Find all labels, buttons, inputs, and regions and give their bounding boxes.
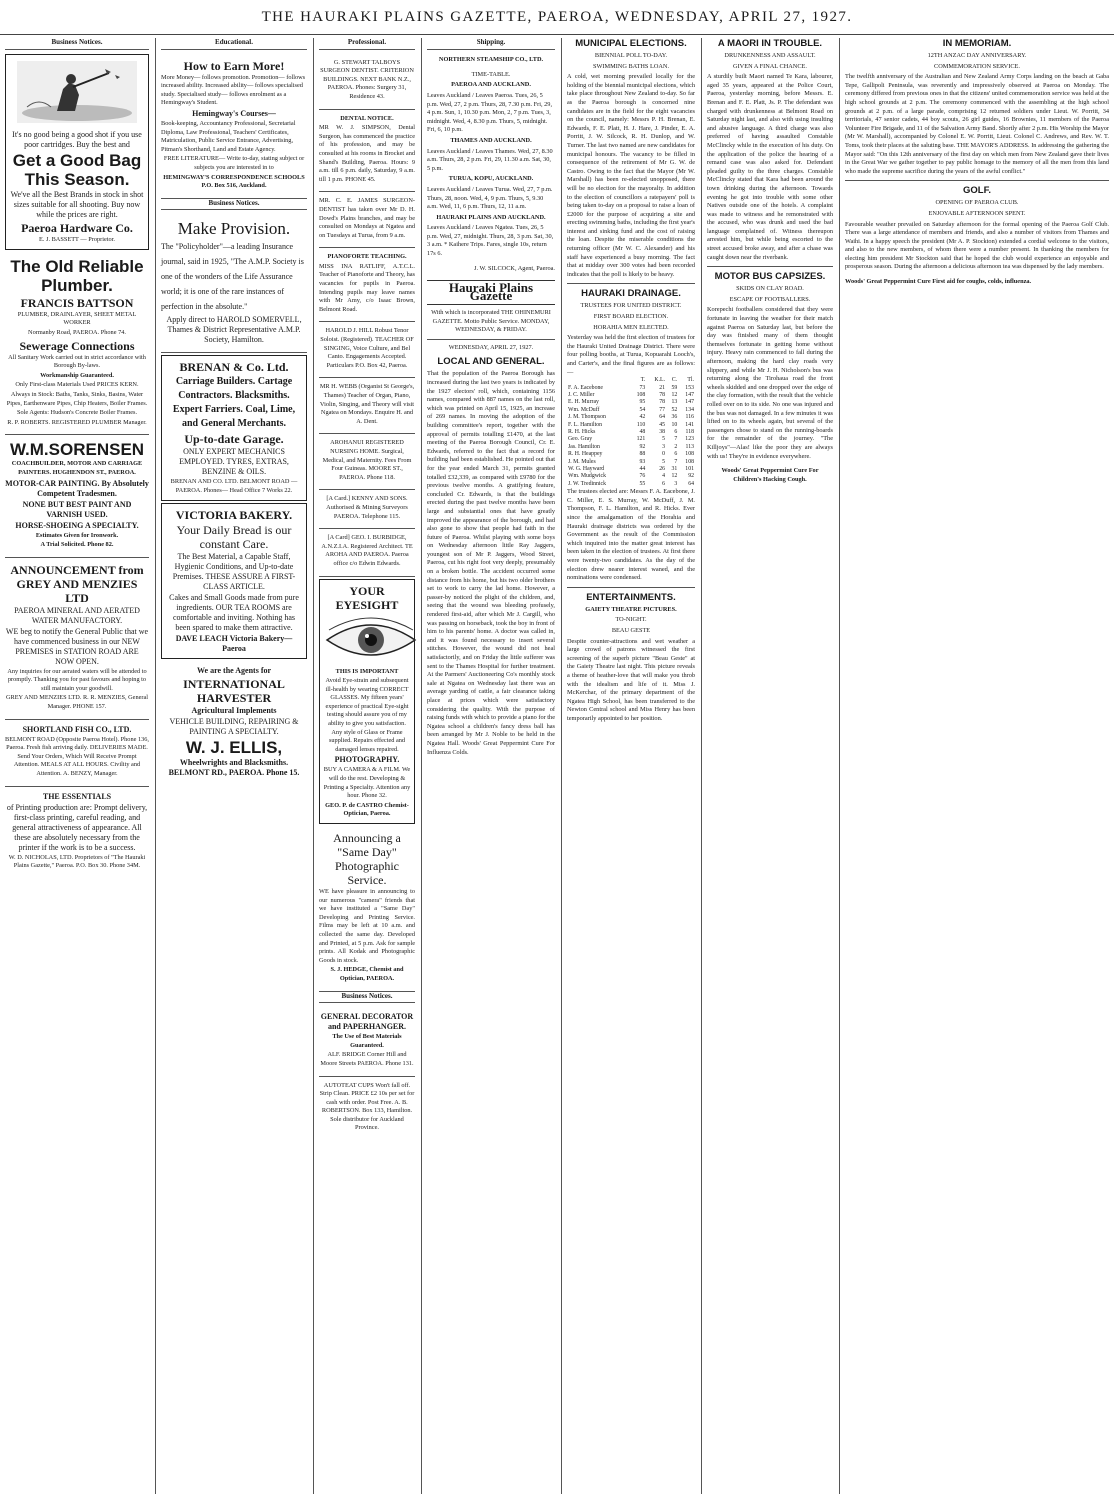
poll-cell: J. M. Mules xyxy=(568,458,596,465)
memoriam-sub: 12TH ANZAC DAY ANNIVERSARY. xyxy=(927,52,1027,59)
entertainments-sub-2: TO-NIGHT. xyxy=(615,616,647,624)
poll-cell: 6 xyxy=(662,480,666,487)
poll-cell: 45 xyxy=(659,421,666,428)
eye-illustration xyxy=(323,616,419,664)
poll-cell: 0 xyxy=(662,451,666,458)
courses-list: Book-keeping, Accountancy Professional, Secretarial Diploma, Law Professional, Teachers' Certificates, Matriculation, Public Service Entrance, Advertising, Pitman's Shorthand, Land and Estate Agency. xyxy=(161,119,296,153)
divider xyxy=(427,339,555,340)
maori-title: A MAORI IN TROUBLE. xyxy=(717,38,823,49)
plumber-trades: PLUMBER, DRAINLAYER, SHEET METAL WORKER xyxy=(17,310,137,327)
drainage-title: HAURAKI DRAINAGE. xyxy=(581,288,681,300)
poll-row xyxy=(567,429,695,436)
harvester-ad xyxy=(161,661,307,785)
poll-cell: 76 xyxy=(639,473,646,480)
poll-row xyxy=(567,385,695,392)
poll-body xyxy=(567,385,695,489)
james-body: MR. C. E. JAMES SURGEON-DENTIST has taken over Mr D. H. Dowd's Plains branches, and may be consulted on Mondays at Ngatea and on Tuesdays at Turua, from 9 a.m. xyxy=(319,197,415,239)
municipal-sub: BIENNIAL POLL TO-DAY. xyxy=(594,52,668,59)
shortland-body: BELMONT ROAD (Opposite Paeroa Hotel). Phone 136, Paeroa. Fresh fish arriving daily. DELIVERIES MADE. Send Your Orders, Which Will Receive Prompt Attention. MEALS AT ALL HOURS. Civility and Attention. A. BENZY, Manager. xyxy=(5,735,149,778)
arohanui-body: AROHANUI REGISTERED NURSING HOME. Surgical, Medical, and Maternity. Fees From Four Guineas. MOORE ST., PAEROA. Phone 118. xyxy=(322,439,412,481)
poll-cell: 64 xyxy=(688,480,694,487)
kenny-body: [A Card.] KENNY AND SONS. Authorised & Mining Surveyors PAEROA. Telephone 115. xyxy=(326,495,408,520)
garage-title: Up-to-date Garage. xyxy=(184,432,284,447)
bag-title: Get a Good Bag This Season. xyxy=(12,151,142,190)
poll-cell: 12 xyxy=(671,473,678,480)
sole-agents: Sole Agents: Hudson's Concrete Boiler Frames. xyxy=(16,409,138,417)
plumber-name: FRANCIS BATTSON xyxy=(20,295,134,310)
courses-title: Hemingway's Courses— xyxy=(192,108,276,118)
hemingway-ad xyxy=(161,54,307,199)
poll-cell: 108 xyxy=(685,458,694,465)
entertainments-sub-3: BEAU GESTE xyxy=(611,627,651,634)
poll-header-cell: Tl. xyxy=(687,377,694,384)
poll-cell: F. A. Eacebone xyxy=(568,384,603,391)
eyesight-body: Avoid Eye-strain and subsequent ill-health by wearing CORRECT GLASSES. My fifteen years' experience of practical Eye-sight testing should assure you of my ability to give you satisfaction. Any style of Glass or Frame supplied. Repairs effected and damaged lenses repaired. xyxy=(325,677,409,753)
sorensen-trades: COACHBUILDER, MOTOR AND CARRIAGE PAINTERS. HUGHENDON ST., PAEROA. xyxy=(11,460,143,476)
poll-row xyxy=(567,436,695,443)
municipal-title: MUNICIPAL ELECTIONS. xyxy=(575,38,687,49)
piano-body: MISS INA RATLIFF, A.T.C.L. Teacher of Pianoforte and Theory, has vacancies for pupils in Paeroa. Intending pupils may leave names with Mr Amy, c/o Isaac Brown, Belmont Road. xyxy=(319,262,415,313)
poll-cell: 110 xyxy=(636,421,646,428)
castro-signature: GEO. P. de CASTRO Chemist-Optician, Paeroa. xyxy=(325,801,409,818)
sewerage-title: Sewerage Connections xyxy=(19,338,135,353)
poll-cell: 64 xyxy=(659,414,666,421)
poll-cell: 48 xyxy=(639,429,646,436)
poll-header-cell xyxy=(567,377,630,384)
masthead: THE HAURAKI PLAINS GAZETTE, PAEROA, WEDNESDAY, APRIL 27, 1927. xyxy=(0,0,1114,35)
hedge-signature: S. J. HEDGE, Chemist and Optician, PAEROA. xyxy=(330,966,404,982)
hardware-proprietor: E. J. BASSETT — Proprietor. xyxy=(39,236,115,244)
burbidge-body: [A Card] GEO. I. BURBIDGE, A.N.Z.I.A. Registered Architect. TE AROHA AND PAEROA. Paeroa office c/o Edwin Edwards. xyxy=(321,534,413,567)
column-professional xyxy=(313,38,420,1494)
bag-body: We've all the Best Brands in stock in shot sizes suitable for all shooting. Buy now while the prices are right. xyxy=(10,190,144,220)
earn-title: How to Earn More! xyxy=(183,58,285,73)
plumber-title: The Old Reliable Plumber. xyxy=(10,256,144,295)
poll-cell: 10 xyxy=(671,421,678,428)
sewerage-body: All Sanitary Work carried out in strict accordance with Borough By-laws. xyxy=(8,353,146,370)
column-educational xyxy=(155,38,312,1494)
agents-title: We are the Agents for xyxy=(196,665,272,675)
victoria-bakery-ad xyxy=(161,503,307,659)
shortland-fish-ad xyxy=(5,720,149,787)
municipal-sub-2: SWIMMING BATHS LOAN. xyxy=(592,62,670,70)
poll-cell: 101 xyxy=(685,466,694,473)
maori-sub: DRUNKENNESS AND ASSAULT. xyxy=(724,52,816,59)
poll-cell: 121 xyxy=(636,436,646,443)
poll-row xyxy=(567,451,695,458)
golf-sub-2: ENJOYABLE AFTERNOON SPENT. xyxy=(928,209,1026,217)
shipping-agent: J. W. SILCOCK, Agent, Paeroa. xyxy=(474,264,555,272)
capsize-body: Korepechi footballers considered that they were fortunate in leaving the weather for their match against Paeroa on Saturday last, but before the day was finished many of them thought themselves fortunate in getting home without injury. Heavy rain commenced to fall during the afternoon, making the hard clay roads very slippery, and while Mr J. H. Nicholson's bus was returning along the Tirohaua road the front wheels skidded and one dropped over the edge of the clay formation, with the result that the vehicle rolled over on to its side. No one was injured and the bus was not damaged. In a few minutes it was lifted on to its wheels again, but several of the passengers chose to stand on the running-boards for the remainder of the journey. "The Killjoys"—Alas! like the poor they are always with us! They're in evidence everywhere. xyxy=(707,306,833,460)
decorator: GENERAL DECORATOR and PAPERHANGER. xyxy=(320,1012,414,1032)
talboys-ad xyxy=(319,54,415,110)
poll-cell: 42 xyxy=(639,414,646,421)
poll-cell: 2 xyxy=(674,443,678,450)
hardware-title: Paeroa Hardware Co. xyxy=(21,221,133,236)
plumber-ad xyxy=(5,252,149,436)
poll-cell: 59 xyxy=(671,384,678,391)
poll-cell: 78 xyxy=(659,392,666,398)
ellis-title: W. J. ELLIS, xyxy=(185,737,283,757)
entertainments-body: Despite counter-attractions and wet weather a large crowd of patrons witnessed the first screening of the superb picture "Beau Geste" at the Gaiety Theatre last night. This picture reveals a theme of heather-love that will make you throb with the idealism and life of it. Miss J. McKerchar, of the primary department of the Ngatea High School, has been transferred to the Newton Central school and Miss Henry has been temporarily appointed to her position. xyxy=(567,637,695,722)
brenan-address: BRENAN AND CO. LTD. BELMONT ROAD — PAEROA. Phones— Head Office 7 Works 22. xyxy=(170,478,298,494)
timetable: TIME-TABLE. xyxy=(471,70,511,78)
route-4: HAURAKI PLAINS AND AUCKLAND. xyxy=(436,213,546,221)
divider xyxy=(845,180,1109,181)
bridge-body: ALF. BRIDGE Corner Hill and Moore Streets PAEROA. Phone 131. xyxy=(320,1051,414,1067)
amp-ad xyxy=(161,214,307,353)
poll-cell: 153 xyxy=(685,384,694,391)
poll-cell: Wm. McDuff xyxy=(568,406,600,413)
poll-cell: 147 xyxy=(685,399,694,406)
provision-body: The "Policyholder"—a leading Insurance journal, said in 1925, "The A.M.P. Society is one of the wonders of the Life Assurance world; it is one of the rare instances of perfection in the absolute." xyxy=(161,242,304,312)
column-heading: Educational. xyxy=(161,38,307,50)
poll-cell: 6 xyxy=(674,429,678,436)
poll-cell: F. L. Hamilton xyxy=(568,421,602,428)
estimates: Estimates Given for Ironwork. xyxy=(35,531,119,539)
poll-cell: 95 xyxy=(639,399,646,406)
photo-body: BUY A CAMERA & A FILM. We will do the rest. Developing & Printing a Specialty. Attention any hour. Phone 32. xyxy=(323,766,411,800)
announce-body: PAEROA MINERAL AND AERATED WATER MANUFACTORY. xyxy=(14,605,140,625)
essentials-body: of Printing production are: Prompt delivery, first-class printing, careful reading, and general attractiveness of appearance. All these are absolutely necessary from the printer if the work is to be a success. xyxy=(6,802,148,852)
poll-cell: 5 xyxy=(662,458,666,465)
poll-cell: 147 xyxy=(685,392,694,398)
memoriam-body: The twelfth anniversary of the Australian and New Zealand Army Corps landing on the beach at Gaba Tepe, Gallipoli Peninsula, was reverently and impressively observed at Paeroa on Monday. The ceremony differed from previous ones in that the citizens' united commemoration service was held at the high school grounds at 2 p.m. The ceremony commenced with the assembling at the high school grounds at 2 p.m. of a large parade, comprising 12 returned soldiers under Lieut. W. Porritt, 34 territorials, 47 senior cadets, 44 boy scouts, 26 girl guides, 16 Brownies, 11 members of the Paeroa Volunteer Fire Brigade, and 11 of the Salvation Army Band. Shortly after 2 p.m. His Worship the Mayor (Mr W. Marshall), accompanied by Colonel E. W. Porritt, Lieut. Colonel C. Andrews, and Rev. W. T. Toms, took their places at the saluting base. THE MAYOR'S ADDRESS. In addressing the gathering the Mayor said: "On this 12th anniversary of the first day on which men from New Zealand gave their lives in the Great War we gather together to pay public homage to the memory of all the men from this land who made the supreme sacrifice during the years of the awful conflict." xyxy=(845,73,1109,175)
sameday-title: Announcing a "Same Day" Photographic Service. xyxy=(333,831,401,887)
column-memoriam xyxy=(839,38,1114,1494)
column-business-notices xyxy=(0,38,154,1494)
poll-row xyxy=(567,459,695,466)
newspaper-nameplate: Hauraki Plains Gazette xyxy=(427,280,555,305)
poll-cell: 5 xyxy=(662,436,666,443)
essentials-ad xyxy=(5,787,149,878)
route-3: TURUA, KOPU, AUCKLAND. xyxy=(448,175,534,183)
sameday-body: WE have pleasure in announcing to our numerous "camera" friends that we have instituted a "Same Day" Developing and Printing Service. Films may be left at 10 a.m. and collected the same day. Developed and Printed, at 5 p.m. Ask for sample prints. All Kodak and Photographic Goods in stock. xyxy=(319,888,415,964)
apply-direct: Apply direct to HAROLD SOMERVELL, Thames & District Representative A.M.P. Society, Hamilton. xyxy=(166,315,302,345)
vehicle-building: VEHICLE BUILDING, REPAIRING & PAINTING A SPECIALTY. xyxy=(169,716,299,736)
poll-cell: 78 xyxy=(659,399,666,406)
poll-cell: R. H. Hicks xyxy=(568,429,596,436)
drainage-sub-3: HORAHIA MEN ELECTED. xyxy=(593,323,669,331)
poll-row xyxy=(567,414,695,421)
autoteat-ad xyxy=(319,1077,415,1141)
shipping-title: NORTHERN STEAMSHIP CO., LTD. xyxy=(438,55,544,63)
divider xyxy=(567,283,695,284)
bread-body: The Best Material, a Capable Staff, Hygienic Conditions, and Up-to-date Premises. THESE ASSURE A FIRST-CLASS ARTICLE. xyxy=(172,551,296,591)
poll-cell: E. H. Murray xyxy=(568,399,599,406)
poll-header-cell: C. xyxy=(671,377,678,384)
poll-row xyxy=(567,466,695,473)
poll-cell: 44 xyxy=(639,466,646,473)
ellis-body: Wheelwrights and Blacksmiths. BELMONT RD., PAEROA. Phone 15. xyxy=(168,757,300,777)
schools-address: HEMINGWAY'S CORRESPONDENCE SCHOOLS P.O. Box 516, Auckland. xyxy=(163,173,305,190)
hunter-illustration xyxy=(17,61,137,123)
route-2: THAMES AND AUCKLAND. xyxy=(450,136,532,144)
poll-cell: 118 xyxy=(685,429,694,436)
drainage-sub: TRUSTEES FOR UNITED DISTRICT. xyxy=(580,302,682,310)
poll-cell: 7 xyxy=(674,458,678,465)
poll-cell: 123 xyxy=(685,436,694,443)
route-2-times: Leaves Auckland / Leaves Thames. Wed, 27, 8.30 a.m. Thurs, 28, 2 p.m. Fri, 29, 11.30 a.m. Sat, 30, 5 p.m. xyxy=(427,147,553,172)
municipal-body: A cold, wet morning prevailed locally for the holding of the biennial municipal elections, which take place throughout New Zealand to-day. So far as the Paeroa borough is concerned nine candidates are in the field for the eight vacancies on the council, namely: Messrs P. H. Brenan, E. Edwards, F. E. Platt, H. J. Hare, J. Pinder, E. A. Porritt, J. W. Silcock, R. H. Dunlop, and W. Turner. The last two named are new candidates for municipal honours. The vacancy to be filled in consequence of the retirement of Mr G. W. de Castro. Owing to the fact that the Mayor (Mr W. Marshall) has been re-elected unopposed, there will be no election for the mayoralty. In addition to the election of councillors a ratepayers' poll is being taken to-day on a proposal to raise a loan of £2000 for the purpose of acquiring a site and erecting swimming baths, including the first year's interest and sinking fund and the cost of raising the loan. Despite the miserable conditions the returning officer (Mr W. C. Alexander) and his staff have experienced a busy morning. The fact that at midday over 300 votes had been recorded indicates that the poll is likely to be heavy. xyxy=(567,73,695,278)
james-ad xyxy=(319,192,415,248)
poll-cell: R. H. Heappey xyxy=(568,451,603,458)
woods-ad: Woods' Great Peppermint Cure First aid for coughs, colds, influenza. xyxy=(845,278,1032,286)
route-4-times: Leaves Auckland / Leaves Ngatea. Tues, 26, 5 p.m. Wed, 27, midnight. Thurs, 28, 3 p.m. Sat, 30, 3 a.m. * Kaihere Trips. Fares, single 10s, return 17s 6. xyxy=(427,224,554,258)
entertainments-title: ENTERTAINMENTS. xyxy=(586,591,676,603)
poll-row xyxy=(567,399,695,406)
route-1-times: Leaves Auckland / Leaves Paeroa. Tues, 26, 5 p.m. Wed, 27, 2 p.m. Thurs, 28, 7.30 p.m. Fri, 29, 4 p.m. Sun, 1, 10.30 p.m. Mon, 2, 7 p.m. Tues, 3, midnight. Wed, 4, 8.30 p.m. Thurs, 5, midnight. Fri, 6, 10 p.m. xyxy=(427,91,553,134)
poll-cell: 73 xyxy=(639,384,646,391)
victoria-title: VICTORIA BAKERY. xyxy=(175,507,293,522)
nicholas-signature: W. D. NICHOLAS, LTD. Proprietors of "The Hauraki Plains Gazette," Paeroa. P.O. Box 30. Phone 34M. xyxy=(8,853,146,870)
poll-row xyxy=(567,407,695,414)
capsize-sub-2: ESCAPE OF FOOTBALLERS. xyxy=(729,295,811,303)
brenan-title: BRENAN & Co. Ltd. xyxy=(179,360,289,375)
poll-cell: 113 xyxy=(685,443,694,450)
piano-title: PIANOFORTE TEACHING. xyxy=(327,253,407,261)
local-general-title: LOCAL AND GENERAL. xyxy=(437,356,545,368)
brenan-list: Carriage Builders. Cartage Contractors. Blacksmiths. Expert Farriers. Coal, Lime, and General Merchants. xyxy=(172,376,296,430)
free-literature: FREE LITERATURE— Write to-day, stating subject or subjects you are interested in to xyxy=(163,155,305,171)
woods-ad: Woods' Great Peppermint Cure For Children's Hacking Cough. xyxy=(721,467,819,483)
bridge-ad xyxy=(319,1007,415,1076)
maori-body: A sturdily built Maori named Te Kara, labourer, aged 35 years, appeared at the Police Court, Paeroa, yesterday morning, before Messrs. E. Brenan and F. E. Platt, Js. P. The defendant was charged with drunkenness at Belmont Road on Saturday night last, and also with using insulting and abusive language. A third charge was also preferred of having assaulted Constable McClincky while in the execution of his duty. On the application of the police the hearing of a remand case was also asked for. Defendant pleaded guilty to the three charges. Constable McClincky stated that Kara had been around the town drinking during the afternoon. Towards evening he got into trouble with some other Natives outside one of the hotels. A complaint was made to witness and he remonstrated with the accused, who was drunk and used the bad language complained of. Witness thereupon arrested him, but while being escorted to the street accused broke away, and after a chase was caught down near the riverbank. xyxy=(707,73,833,261)
drainage-body: Yesterday was held the first election of trustees for the Hauraki United Drainage District. There were four polling booths, at Turua, Kopuarahi Looch's, and Carter's, and the final figures are as follows:— xyxy=(567,334,695,376)
poll-cell: 77 xyxy=(659,406,666,413)
horse-shoeing: HORSE-SHOEING A SPECIALTY. xyxy=(15,520,139,530)
implements: Agricultural Implements xyxy=(191,705,277,715)
poll-cell: 3 xyxy=(662,443,666,450)
column-heading: Business Notices. xyxy=(5,38,149,50)
golf-sub: OPENING OF PAEROA CLUB. xyxy=(935,199,1019,207)
grey-menzies-ad xyxy=(5,558,149,720)
burbidge-ad xyxy=(319,529,415,576)
poll-cell: J. C. Miller xyxy=(568,392,595,398)
poll-cell: 36 xyxy=(671,414,678,421)
same-day-ad xyxy=(319,826,415,992)
poll-cell: 92 xyxy=(639,443,646,450)
poll-cell: J. W. Tredinnick xyxy=(568,480,607,487)
poll-row xyxy=(567,422,695,429)
arohanui-ad xyxy=(319,434,415,490)
entertainments-sub: GAIETY THEATRE PICTURES. xyxy=(585,605,677,613)
golf-title: GOLF. xyxy=(963,185,991,197)
webb-ad xyxy=(319,378,415,434)
poll-cell: 12 xyxy=(671,392,678,398)
poll-cell: 141 xyxy=(685,421,694,428)
poll-cell: 54 xyxy=(639,406,646,413)
poll-row xyxy=(567,473,695,480)
provision-title: Make Provision. xyxy=(177,219,291,239)
hill-body: HAROLD J. HILL Robust Tenor Soloist. (Registered). TEACHER OF SINGING, Voice Culture, and Bel Canto. Engagements Accepted. Particulars P.O. Box 42, Paeroa. xyxy=(320,327,414,369)
kenny-ad xyxy=(319,490,415,529)
poll-cell: Jas. Hamilton xyxy=(568,443,600,450)
column-shipping xyxy=(421,38,560,1494)
cartridge-ad xyxy=(5,54,149,250)
poll-header-cell: T. xyxy=(640,377,646,384)
eyesight-title: YOUR EYESIGHT xyxy=(335,583,399,612)
route-3-times: Leaves Auckland / Leaves Turua. Wed, 27, 7 p.m. Thurs, 28, noon. Wed, 4, 9 p.m. Thurs, 5, 9.30 a.m. Wed, 11, 6 p.m. Thurs, 12, 11 a.m. xyxy=(427,185,553,211)
harvester-name: INTERNATIONAL HARVESTER xyxy=(183,676,285,705)
column-heading: Shipping. xyxy=(427,38,555,50)
sorensen-ad xyxy=(5,435,149,557)
garage-body: ONLY EXPERT MECHANICS EMPLOYED. TYRES, EXTRAS, BENZINE & OILS. xyxy=(179,447,289,477)
poll-cell: 38 xyxy=(659,429,666,436)
best-materials: The Use of Best Materials Guaranteed. xyxy=(332,1033,402,1049)
poll-cell: J. M. Thompson xyxy=(568,414,606,421)
dental-notice xyxy=(319,110,415,193)
roberts-manager: R. P. ROBERTS. REGISTERED PLUMBER Manager. xyxy=(7,418,147,426)
shortland-title: SHORTLAND FISH CO., LTD. xyxy=(22,724,132,734)
poll-row xyxy=(567,444,695,451)
issue-date: WEDNESDAY, APRIL 27, 1927. xyxy=(448,343,534,351)
dental-body: MR W. J. SIMPSON, Dental Surgeon, has commenced the practice of his profession, and may be consulted at his rooms in Brocket and Shand's Building, Paeroa. Hours: 9 a.m. till 6 p.m. daily, Saturday, 9 a.m. till 1 p.m. PHONE 45. xyxy=(319,124,415,183)
poll-cell: 52 xyxy=(671,406,678,413)
webb-body: MR H. WEBB (Organist St George's, Thames) Teacher of Organ, Piano, Violin, Singing, and Theory will visit Ngatea on Mondays. Enquire H. and A. Dent. xyxy=(319,383,415,425)
autoteat-body: AUTOTEAT CUPS Won't fall off. Strip Clean. PRICE £2 10s per set for cash with order. Post Free. A. B. ROBERTSON. Box 133, Hamilton. Sole distributor for Auckland Province. xyxy=(319,1081,415,1132)
poll-cell: 134 xyxy=(685,406,694,413)
memoriam-sub-2: COMMEMORATION SERVICE. xyxy=(934,62,1020,70)
poll-cell: Geo. Gray xyxy=(568,436,593,443)
essentials-title: THE ESSENTIALS xyxy=(42,791,112,801)
poll-cell: 88 xyxy=(639,451,646,458)
poll-cell: 4 xyxy=(662,473,666,480)
poll-cell: Wm. Mudgwick xyxy=(568,473,606,480)
poll-header-row xyxy=(567,377,695,384)
cartridge-caption: It's no good being a good shot if you use poor cartridges. Buy the best and xyxy=(12,130,142,150)
golf-body: Favourable weather prevailed on Saturday afternoon for the formal opening of the Paeroa Golf Club. There was a large attendance of members and friends, and also a number of visitors from Thames and Waihi. In a happy speech the president (Mr A. P. Stockton) extended a cordial welcome to the visitors, and also to the new members, of whom there were a number present. In thanking the members for electing him president Mr Stockton said that he hoped the club would experience an enjoyable and prosperous season. During the afternoon a delicious afternoon tea was dispensed by the lady members. xyxy=(845,220,1109,271)
poll-cell: 21 xyxy=(659,384,666,391)
poll-cell: 26 xyxy=(659,466,666,473)
poll-row xyxy=(567,392,695,399)
divider xyxy=(567,587,695,588)
poll-cell: 108 xyxy=(685,451,694,458)
poll-cell: 6 xyxy=(674,451,678,458)
poll-results-table xyxy=(567,377,695,488)
plumber-address: Normanby Road, PAEROA. Phone 74. xyxy=(28,328,126,336)
drainage-after: The trustees elected are: Messrs F. A. Eacebone, J. C. Miller, E. S. Murray, W. McDuff, J. M. Thompson, F. L. Hamilton, and R. Hicks. Ever since the amalgamation of the Horahia and Hauraki drainage districts was ordered by the Government as the result of the Commission which inquired into the matter great interest has been taken in the election of trustees. At first there were twenty-two candidates. As the day of the election drew nearer interest waned, and the nominations were condensed. xyxy=(567,488,695,582)
poll-cell: 92 xyxy=(688,473,694,480)
talboys-body: G. STEWART TALBOYS SURGEON DENTIST. CRITERION BUILDINGS. NEXT BANK N.Z., PAEROA. Phones: Surgery 31, Residence 43. xyxy=(320,58,414,100)
poll-cell: 116 xyxy=(685,414,694,421)
cakes-body: Cakes and Small Goods made from pure ingredients. OUR TEA ROOMS are comfortable and inviting. Nothing has been spared to make them attractive. xyxy=(169,592,299,632)
announce-text: WE beg to notify the General Public that we have commenced business in our NEW PREMISES in STATION ROAD ARE NOW OPEN. xyxy=(5,626,149,666)
memoriam-title: IN MEMORIAM. xyxy=(942,38,1012,49)
divider xyxy=(707,266,833,267)
local-general-body: That the population of the Paeroa Borough has increased during the last two years is indicated by the 1927 electors' roll, which, containing 1156 names, compared with 887 names on the last roll, which was printed on April 15, 1925, an increase of 269 names. In moving the adoption of the building committee's report, together with the approval of permits totalling £1470, at the last meeting of the Paeroa Borough Council, Cr. E. Edwards, referred to the fact that a record for building had been established. He pointed out that for the year ended March 31, permits granted totalled £32,339, as compared with £9780 for the previous twelve months. A gratifying feature, concluded Cr. Edwards, is that the buildings erected during the past twelve months have been large and substantial ones that have greatly improved the appearance of the borough, and had also gone to show that people had faith in the future of Paeroa. Whilst playing with some boys on Wednesday afternoon little Ray Jaggers, youngest son of Mr P. Jaggers, Wood Street, Paeroa, cut his right foot very deeply, presumably on a broken bottle. The accident occurred some distance from his home, but his two older brothers set to work to carry the lad home. However, a passer-by noticed the plight of the children, and, seeing that the wound was bleeding profusely, rendered first-aid, after which Mr J. Cargill, who was passing on horseback, took the boy in front of him to his parents' home. A doctor was called in, and it was found necessary to insert several stitches. However, the wound did not heal satisfactorily, and on Friday the little sufferer was sent to the Thames Hospital for further treatment. At the Parmers' Auctioneering Co's monthly stock sale at Ngatea on Wednesday last there was an average yarding of cattle, a fair clearance taking place at prices which were satisfactory considering the quality. With the purpose of raising funds with which to provide a piano for the Ngatea school a children's fancy dress ball has been arranged by Mr J. Noble to be held in the Ngatea Hall. Woods' Great Peppermint Cure For Influenza Colds. xyxy=(427,370,555,756)
enquiries: Any inquiries for our aerated waters will be attended to promptly. Thanking you for past favours and hoping to still maintain your goodwill. xyxy=(7,667,147,692)
bread-title: Your Daily Bread is our constant Care. xyxy=(176,522,292,551)
column-heading-2: Business Notices. xyxy=(161,199,307,211)
capsize-title: MOTOR BUS CAPSIZES. xyxy=(714,271,826,283)
stock-list: Always in Stock: Baths, Tanks, Sinks, Basins, Water Pipes, Earthenware Pipes, Chip Heaters, Boiler Frames. xyxy=(6,390,148,407)
poll-cell: W. G. Hayward xyxy=(568,466,605,473)
none-but-best: NONE BUT BEST PAINT AND VARNISH USED. xyxy=(22,499,132,519)
poll-cell: 93 xyxy=(639,458,646,465)
column-maori-trouble xyxy=(701,38,838,1494)
dental-title: DENTAL NOTICE. xyxy=(340,114,394,122)
important: THIS IS IMPORTANT xyxy=(335,667,399,675)
route-1: PAEROA AND AUCKLAND. xyxy=(451,81,531,89)
leach-signature: DAVE LEACH Victoria Bakery—Paeroa xyxy=(175,633,293,653)
poll-header-cell: K.L. xyxy=(654,377,666,384)
poll-cell: 7 xyxy=(674,436,678,443)
poll-row xyxy=(567,481,695,488)
materials: Only First-class Materials Used PRICES KERN. xyxy=(15,381,139,389)
column-heading: Professional. xyxy=(319,38,415,50)
earn-list: More Money— follows promotion. Promotion— follows increased ability. Increased ability— follows specialised study. Specialised study— follows enrolment as a Hemingway's Student. xyxy=(161,73,306,107)
column-heading-2: Business Notices. xyxy=(319,992,415,1004)
poll-cell: 13 xyxy=(671,399,678,406)
hill-ad xyxy=(319,322,415,378)
brenan-ad xyxy=(161,355,307,500)
column-municipal xyxy=(561,38,700,1494)
motorcar-painting: MOTOR-CAR PAINTING. By Absolutely Competent Tradesmen. xyxy=(5,478,149,498)
sorensen-title: W.M.SORENSEN xyxy=(9,440,145,460)
photo-title: PHOTOGRAPHY. xyxy=(334,755,400,765)
poll-cell: 31 xyxy=(671,466,678,473)
drainage-sub-2: FIRST BOARD ELECTION. xyxy=(593,313,669,321)
poll-cell: 108 xyxy=(636,392,646,398)
trial-solicited: A Trial Solicited. Phone 82. xyxy=(40,541,114,549)
maori-sub-2: GIVEN A FINAL CHANCE. xyxy=(733,62,807,70)
nameplate-sub: With which is incorporated THE OHINEMURI GAZETTE. Motto Public Service. MONDAY, WEDNESDAY, & FRIDAY. xyxy=(431,309,551,334)
poll-cell: 55 xyxy=(639,480,646,487)
poll-cell: 3 xyxy=(674,480,678,487)
workmanship: Workmanship Guaranteed. xyxy=(40,371,114,379)
capsize-sub: SKIDS ON CLAY ROAD. xyxy=(736,285,804,293)
eyesight-ad xyxy=(319,579,415,825)
grey-signature: GREY AND MENZIES LTD. R. R. MENZIES, General Manager. PHONE 157. xyxy=(5,694,149,711)
piano-ad xyxy=(319,248,415,322)
announce-title: ANNOUNCEMENT from GREY AND MENZIES LTD xyxy=(10,562,144,605)
